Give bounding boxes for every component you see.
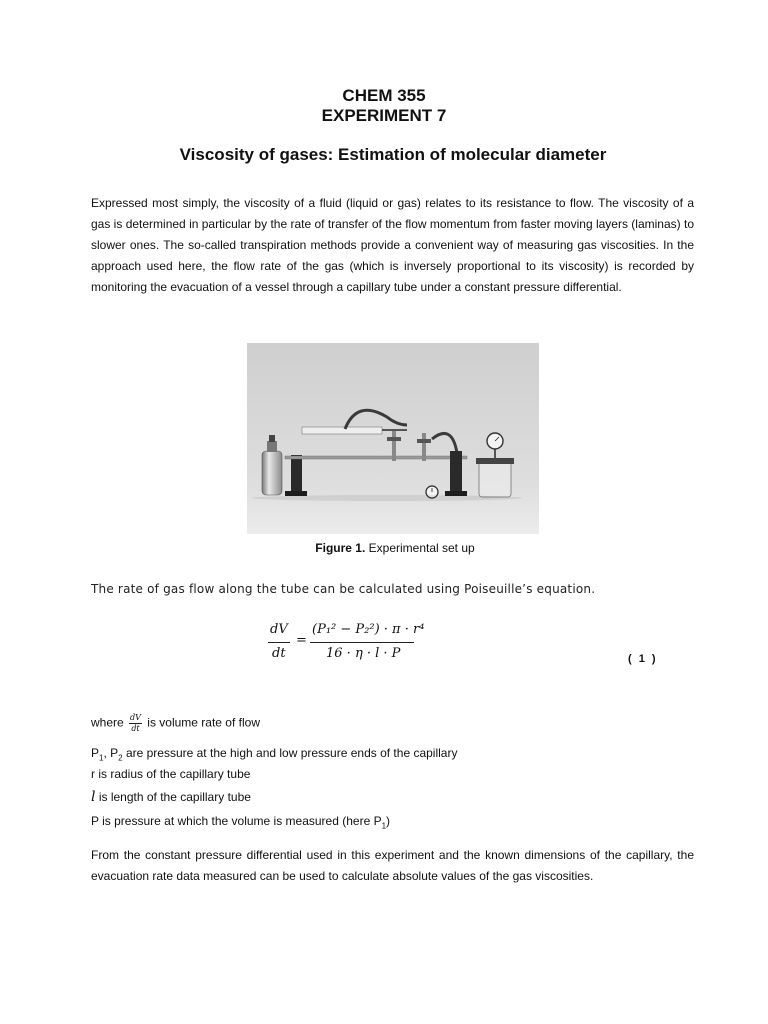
measurement-pressure-close: ) [386, 814, 391, 828]
pressures-text: are pressure at the high and low pressure ends of the capillary [125, 746, 458, 760]
p1-symbol: P [91, 746, 100, 760]
length-text: is length of the capillary tube [98, 790, 251, 804]
definition-pressures [91, 746, 457, 762]
p2-subscript: 2 [118, 753, 123, 763]
definition-radius: r is radius of the capillary tube [91, 767, 251, 781]
closing-paragraph: From the constant pressure differential used in this experiment and the known dimensions of the capillary, the evacuation rate data measured can be used to calculate absolute values of the gas viscosities. [91, 848, 694, 883]
experiment-number: EXPERIMENT 7 [321, 106, 447, 125]
document-title: Viscosity of gases: Estimation of molecular diameter [179, 145, 607, 164]
definition-length [91, 789, 251, 805]
course-code: CHEM 355 [342, 86, 426, 105]
lhs-numerator: dV [270, 622, 288, 637]
figure-caption [0, 541, 768, 555]
dv-dt-numerator: dV [130, 713, 141, 722]
measurement-pressure-text: P is pressure at which the volume is measured (here P [91, 814, 382, 828]
rhs-fraction-bar [310, 642, 414, 643]
rhs-denominator: 16 · η · l · P [326, 646, 401, 661]
lhs-denominator: dt [272, 646, 286, 661]
p2-symbol: , P [103, 746, 119, 760]
intro-paragraph: Expressed most simply, the viscosity of a fluid (liquid or gas) relates to its resistance to flow. The viscosity of a gas is determined in particular by the rate of transfer of the flow momentum from faster moving layers (laminas) to slower ones. The so-called transpiration methods provide a convenient way of measuring gas viscosities. In the approach used here, the flow rate of the gas (which is inversely proportional to its viscosity) is recorded by monitoring the evacuation of a vessel through a capillary tube under a constant pressure differential. [91, 196, 694, 294]
definition-volume-rate [91, 713, 260, 734]
where-label: where [91, 715, 124, 730]
rhs-numerator: (P₁² − P₂²) · π · r⁴ [312, 622, 425, 637]
poiseuille-equation [266, 618, 426, 674]
equals-sign: = [296, 633, 307, 648]
rate-sentence: The rate of gas flow along the tube can be calculated using Poiseuille’s equation. [91, 582, 596, 596]
measurement-pressure-subscript: 1 [381, 821, 387, 831]
equation-number: ( 1 ) [628, 653, 658, 665]
figure-label: Figure 1. [315, 541, 366, 555]
figure-caption-text: Experimental set up [368, 541, 475, 555]
experimental-setup-photo [247, 343, 539, 534]
dv-dt-fraction [129, 713, 142, 734]
volume-rate-text: is volume rate of flow [147, 715, 260, 730]
definition-measurement-pressure [91, 814, 390, 830]
lhs-fraction-bar [268, 642, 290, 643]
p1-subscript: 1 [99, 753, 104, 763]
length-symbol: l [91, 789, 96, 805]
dv-dt-denominator: dt [131, 724, 140, 733]
